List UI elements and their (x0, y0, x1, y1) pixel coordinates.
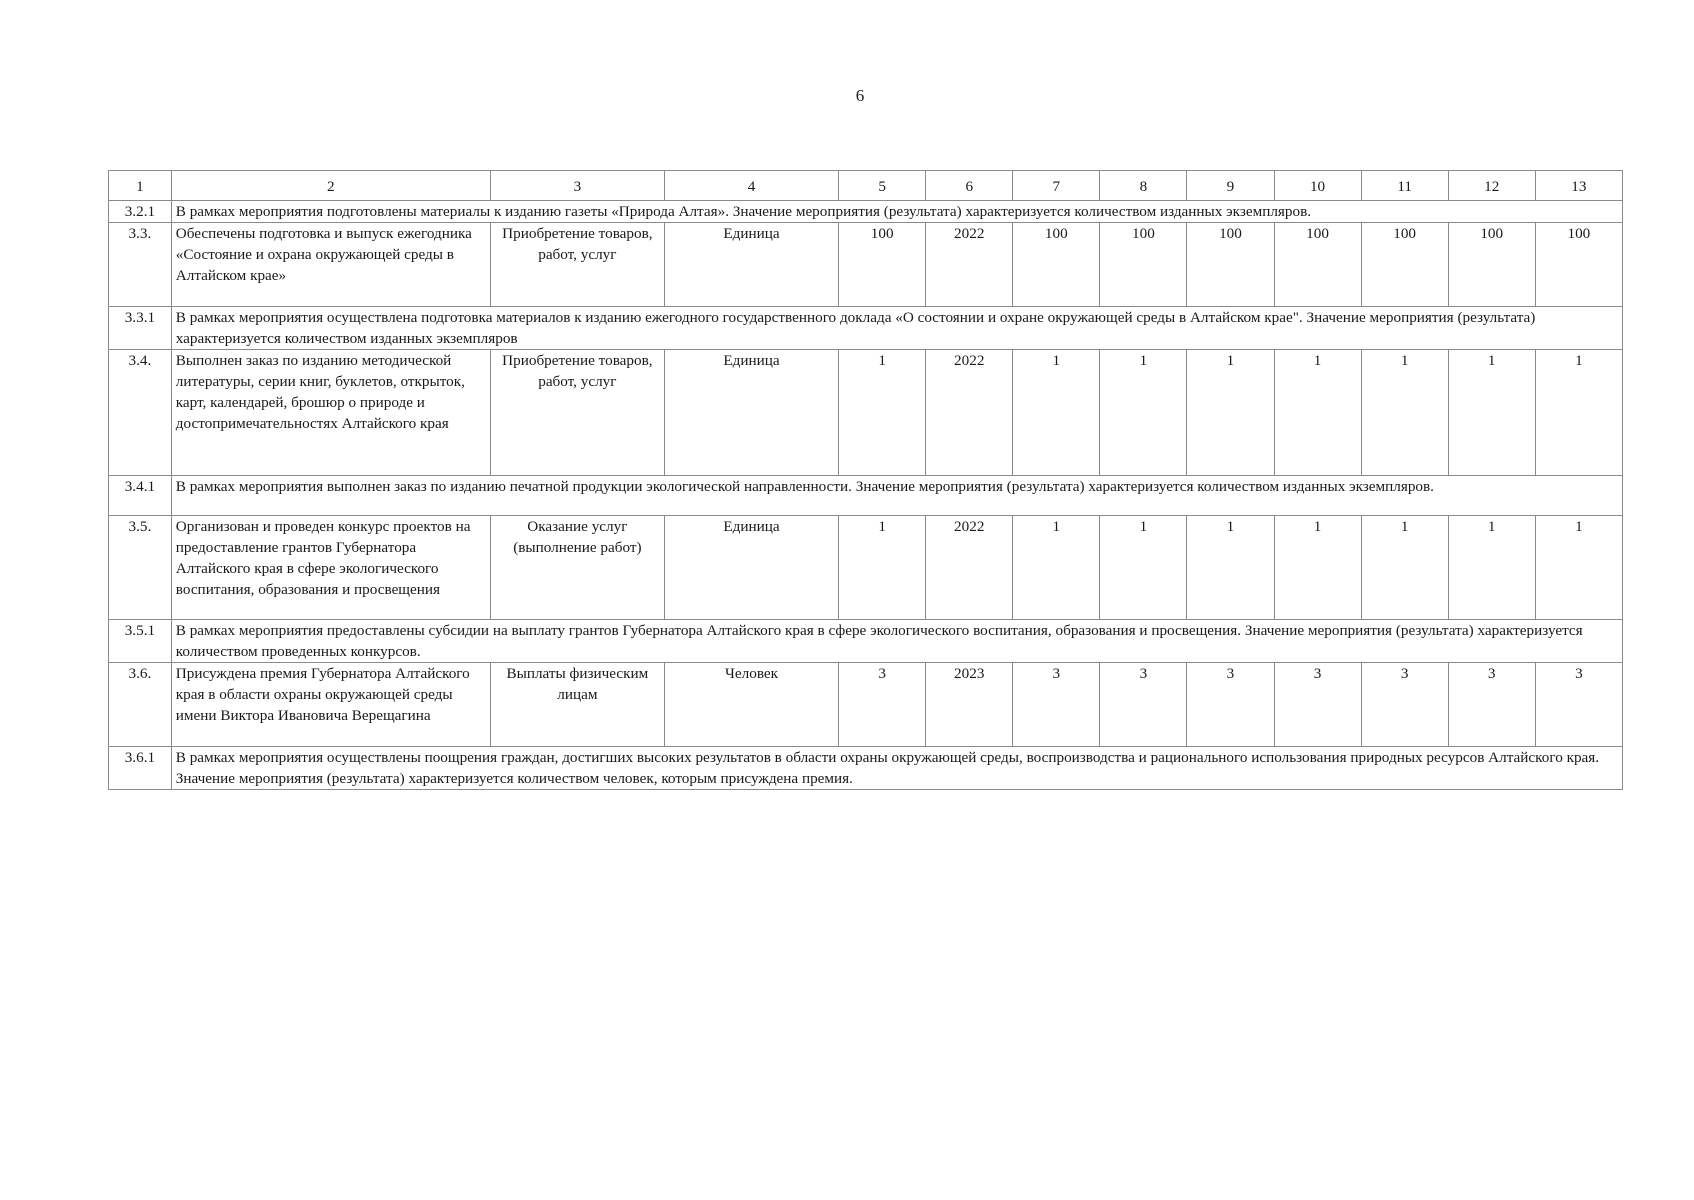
header-cell: 6 (926, 171, 1013, 201)
row-description: В рамках мероприятия подготовлены материалы к изданию газеты «Природа Алтая». Значение мероприятия (результата) характеризуется количеством изданных экземпляров. (171, 201, 1622, 223)
indicators-table (108, 170, 1623, 790)
table-row-note (109, 201, 1623, 223)
row-year-value: 1 (1361, 516, 1448, 620)
row-year-value: 3 (1100, 663, 1187, 747)
row-year-value: 1 (1448, 350, 1535, 476)
row-name: Обеспечены подготовка и выпуск ежегодника «Состояние и охрана окружающей среды в Алтайском крае» (171, 223, 490, 307)
header-cell: 10 (1274, 171, 1361, 201)
row-year-value: 1 (1100, 516, 1187, 620)
row-base-value: 3 (839, 663, 926, 747)
header-cell: 3 (490, 171, 664, 201)
header-cell: 5 (839, 171, 926, 201)
header-cell: 4 (664, 171, 838, 201)
header-cell: 11 (1361, 171, 1448, 201)
header-cell: 8 (1100, 171, 1187, 201)
row-name: Присуждена премия Губернатора Алтайского края в области охраны окружающей среды имени Виктора Ивановича Верещагина (171, 663, 490, 747)
row-year-value: 100 (1361, 223, 1448, 307)
page-number: 6 (855, 86, 865, 105)
row-description: В рамках мероприятия выполнен заказ по изданию печатной продукции экологической направленности. Значение мероприятия (результата) характеризуется количеством изданных экземпляров. (171, 476, 1622, 516)
row-unit: Единица (664, 350, 838, 476)
row-number: 3.3.1 (109, 307, 172, 350)
row-base-year: 2022 (926, 516, 1013, 620)
table-row-note (109, 747, 1623, 790)
row-year-value: 100 (1100, 223, 1187, 307)
row-base-year: 2022 (926, 350, 1013, 476)
row-category: Оказание услуг (выполнение работ) (490, 516, 664, 620)
row-year-value: 1 (1535, 516, 1622, 620)
row-year-value: 3 (1013, 663, 1100, 747)
row-category: Приобретение товаров, работ, услуг (490, 350, 664, 476)
row-year-value: 1 (1100, 350, 1187, 476)
row-description: В рамках мероприятия осуществлена подготовка материалов к изданию ежегодного государственного доклада «О состоянии и охране окружающей среды в Алтайском крае". Значение мероприятия (результата) характеризуется количеством изданных экземпляров (171, 307, 1622, 350)
row-base-value: 1 (839, 516, 926, 620)
row-year-value: 1 (1187, 350, 1274, 476)
row-unit: Единица (664, 223, 838, 307)
row-number: 3.6. (109, 663, 172, 747)
row-number: 3.5. (109, 516, 172, 620)
row-base-value: 1 (839, 350, 926, 476)
row-category: Выплаты физическим лицам (490, 663, 664, 747)
table-row (109, 663, 1623, 747)
row-year-value: 100 (1535, 223, 1622, 307)
header-cell: 7 (1013, 171, 1100, 201)
row-base-year: 2023 (926, 663, 1013, 747)
table-row-note (109, 307, 1623, 350)
row-number: 3.6.1 (109, 747, 172, 790)
row-year-value: 3 (1274, 663, 1361, 747)
row-year-value: 3 (1187, 663, 1274, 747)
row-category: Приобретение товаров, работ, услуг (490, 223, 664, 307)
row-description: В рамках мероприятия предоставлены субсидии на выплату грантов Губернатора Алтайского края в сфере экологического воспитания, образования и просвещения. Значение мероприятия (результата) характеризуется количеством проведенных конкурсов. (171, 620, 1622, 663)
row-year-value: 3 (1448, 663, 1535, 747)
row-year-value: 100 (1013, 223, 1100, 307)
row-year-value: 1 (1187, 516, 1274, 620)
row-base-value: 100 (839, 223, 926, 307)
table-row (109, 516, 1623, 620)
row-number: 3.5.1 (109, 620, 172, 663)
header-cell: 12 (1448, 171, 1535, 201)
row-year-value: 1 (1361, 350, 1448, 476)
row-year-value: 1 (1274, 350, 1361, 476)
row-year-value: 1 (1448, 516, 1535, 620)
row-base-year: 2022 (926, 223, 1013, 307)
row-description: В рамках мероприятия осуществлены поощрения граждан, достигших высоких результатов в области охраны окружающей среды, воспроизводства и рационального использования природных ресурсов Алтайского края. Значение мероприятия (результата) характеризуется количеством человек, которым присуждена премия. (171, 747, 1622, 790)
row-name: Выполнен заказ по изданию методической литературы, серии книг, буклетов, открыток, карт, календарей, брошюр о природе и достопримечательностях Алтайского края (171, 350, 490, 476)
row-year-value: 1 (1013, 350, 1100, 476)
row-unit: Человек (664, 663, 838, 747)
row-number: 3.4. (109, 350, 172, 476)
row-name: Организован и проведен конкурс проектов на предоставление грантов Губернатора Алтайского края в сфере экологического воспитания, образования и просвещения (171, 516, 490, 620)
header-cell: 13 (1535, 171, 1622, 201)
table-row-note (109, 476, 1623, 516)
row-year-value: 1 (1013, 516, 1100, 620)
table-header-row (109, 171, 1623, 201)
header-cell: 1 (109, 171, 172, 201)
table-row-note (109, 620, 1623, 663)
row-unit: Единица (664, 516, 838, 620)
table-row (109, 223, 1623, 307)
row-year-value: 1 (1535, 350, 1622, 476)
row-year-value: 100 (1274, 223, 1361, 307)
header-cell: 2 (171, 171, 490, 201)
header-cell: 9 (1187, 171, 1274, 201)
row-number: 3.3. (109, 223, 172, 307)
row-year-value: 100 (1448, 223, 1535, 307)
row-year-value: 3 (1535, 663, 1622, 747)
row-number: 3.4.1 (109, 476, 172, 516)
row-number: 3.2.1 (109, 201, 172, 223)
row-year-value: 1 (1274, 516, 1361, 620)
row-year-value: 3 (1361, 663, 1448, 747)
row-year-value: 100 (1187, 223, 1274, 307)
table-row (109, 350, 1623, 476)
